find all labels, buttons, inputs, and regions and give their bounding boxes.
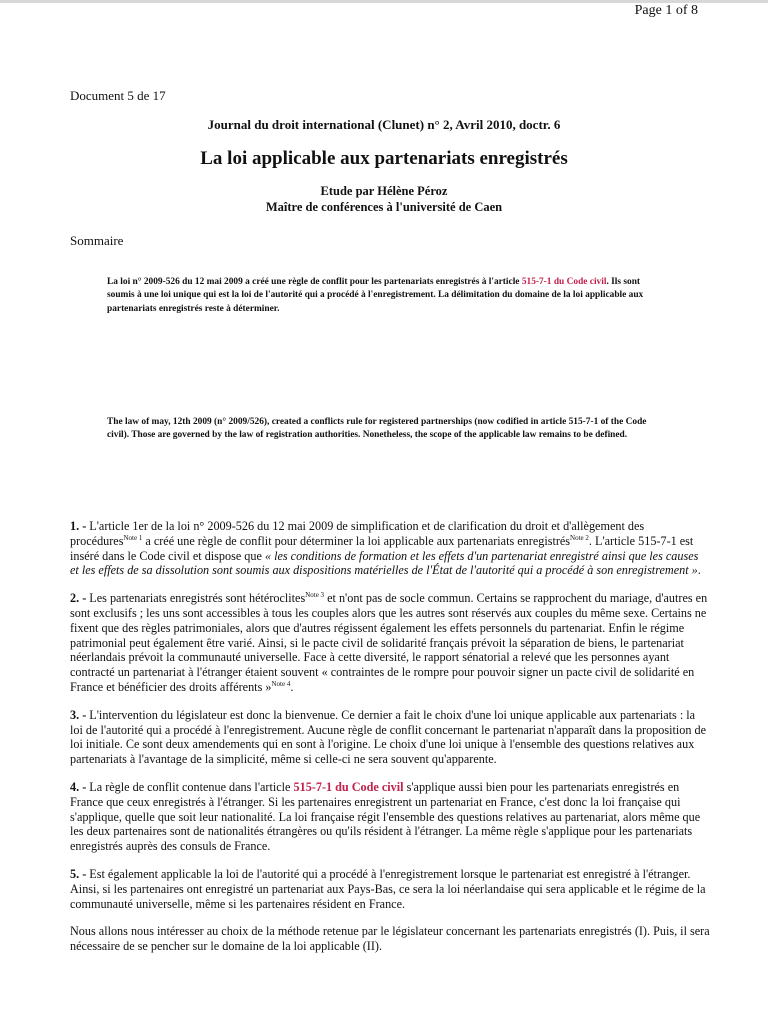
abstract-french [107,276,667,316]
paragraph-text: Les partenariats enregistrés sont hétéroclites [86,591,306,606]
paragraph-text: L'intervention du législateur est donc la bienvenue. Ce dernier a fait le choix d'une loi unique applicable aux partenariats : la loi de l'autorité qui a procédé à l'enregistrement. Aucune règle de conflit concernant le partenariat n'apparaît dans la proposition de loi initiale. Ce sont deux amendements qui en sont à l'origine. Le choix d'une loi unique à l'ensemble des questions relatives aux partenariats à l'avantage de la simplicité, même si celle-ci ne sera souvent qu'apparente. [70,707,707,767]
code-civil-link[interactable]: 515-7-1 du Code civil [293,779,404,794]
paragraph-text: . [290,679,294,694]
note-4-ref[interactable]: Note 4 [271,679,291,688]
note-1-ref[interactable]: Note 1 [123,533,143,542]
article-title: La loi applicable aux partenariats enregistrés [200,148,568,169]
article-body [70,519,710,967]
paragraph-number: 1. - [70,519,87,533]
abstract-fr-text-1: La loi n° 2009-526 du 12 mai 2009 a créé une règle de conflit pour les partenariats enregistrés à l'article [107,277,522,287]
paragraph-number: 5. - [70,866,87,881]
paragraph-number: 2. - [70,591,87,606]
abstract-english: The law of may, 12th 2009 (n° 2009/526), created a conflicts rule for registered partnerships (now codified in article 515-7-1 of the Code civil). Those are governed by the law of registration authorities. Nonetheless, the scope of the applicable law remains to be defined. [107,417,647,441]
sommaire-heading: Sommaire [70,233,124,248]
abstract-fr-text-2: . Ils sont soumis à une loi unique qui est la loi de l'autorité qui a procédé à l'enregistrement. La délimitation du domaine de la loi applicable aux partenariats enregistrés reste à déterminer. [107,277,644,314]
paragraph-3 [70,708,710,767]
author-name: Etude par Hélène Péroz [320,184,448,198]
author-block [0,183,768,215]
author-affiliation: Maître de conférences à l'université de Caen [265,200,503,214]
paragraph-2 [70,591,710,695]
article-quote: « les conditions de formation et les effets d'un partenariat enregistré ainsi que les causes et les effets de sa dissolution sont soumis aux dispositions matérielles de l'État de l'autorité qui a procédé à son enregistrement » [70,548,699,578]
note-3-ref[interactable]: Note 3 [305,591,325,600]
journal-reference: Journal du droit international (Clunet) n° 2, Avril 2010, doctr. 6 [207,117,561,132]
paragraph-number: 3. - [70,707,87,722]
paragraph-5 [70,867,710,911]
paragraph-text: Est également applicable la loi de l'autorité qui a procédé à l'enregistrement lorsque le partenariat est enregistré à l'étranger. Ainsi, si les partenaires ont enregistré un partenariat aux Pays-Bas, ce sera la loi néerlandaise qui sera applicable et le régime de la communauté universelle, même si les partenaires résident en France. [70,866,706,911]
paragraph-text: s'applique aussi bien pour les partenariats enregistrés en France que ceux enregistrés à l'étranger. Si les partenaires enregistrent un partenariat en France, c'est donc la loi française qui s'applique, quelle que soit leur nationalité. La loi française régit l'ensemble des questions relatives au partenariat, alors même que les deux partenaires sont de nationalités étrangères ou qu'ils résident à l'étranger. La même règle s'applique pour les partenariats enregistrés auprès des consuls de France. [70,779,701,854]
paragraph-text: La règle de conflit contenue dans l'article [86,779,294,794]
code-civil-link[interactable]: 515-7-1 du Code civil [521,277,607,287]
paragraph-1 [70,519,710,578]
note-2-ref[interactable]: Note 2 [570,533,589,542]
paragraph-text: . [697,563,701,578]
page-number: Page 1 of 8 [634,3,698,18]
paragraph-number: 4. - [70,779,87,794]
paragraph-text: a créé une règle de conflit pour déterminer la loi applicable aux partenariats enregistrés [142,533,571,548]
paragraph-text: L'article 1er de la loi n° 2009-526 du 12 mai 2009 de simplification et de clarification du droit et d'allègement des procédures [70,519,645,548]
paragraph-text: et n'ont pas de socle commun. Certains se rapprochent du mariage, d'autres en sont exclusifs ; les uns sont accessibles à tous les couples alors que les autres sont réservés aux couples du même sexe. Certains ne fixent que des règles patrimoniales, alors que d'autres régissent également les effets personnels du partenariat. Enfin le régime patrimonial peut également être varié. Ainsi, si le pacte civil de solidarité français prévoit la séparation de biens, le partenariat néerlandais prévoit la communauté universelle. Face à cette diversité, le rapport sénatorial a relevé que les personnes ayant contracté un partenariat à l'étranger étaient souvent « contraintes de le rompre pour pouvoir signer un pacte civil de solidarité en France et bénéficier des droits afférents » [70,591,708,694]
document-number: Document 5 de 17 [70,88,166,103]
paragraph-text: . L'article 515-7-1 est inséré dans le Code civil et dispose que [70,533,694,563]
paragraph-6: Nous allons nous intéresser au choix de la méthode retenue par le législateur concernant les partenariats enregistrés (I). Puis, il sera nécessaire de se pencher sur le domaine de la loi applicable (II). [70,924,710,954]
paragraph-4 [70,780,710,854]
